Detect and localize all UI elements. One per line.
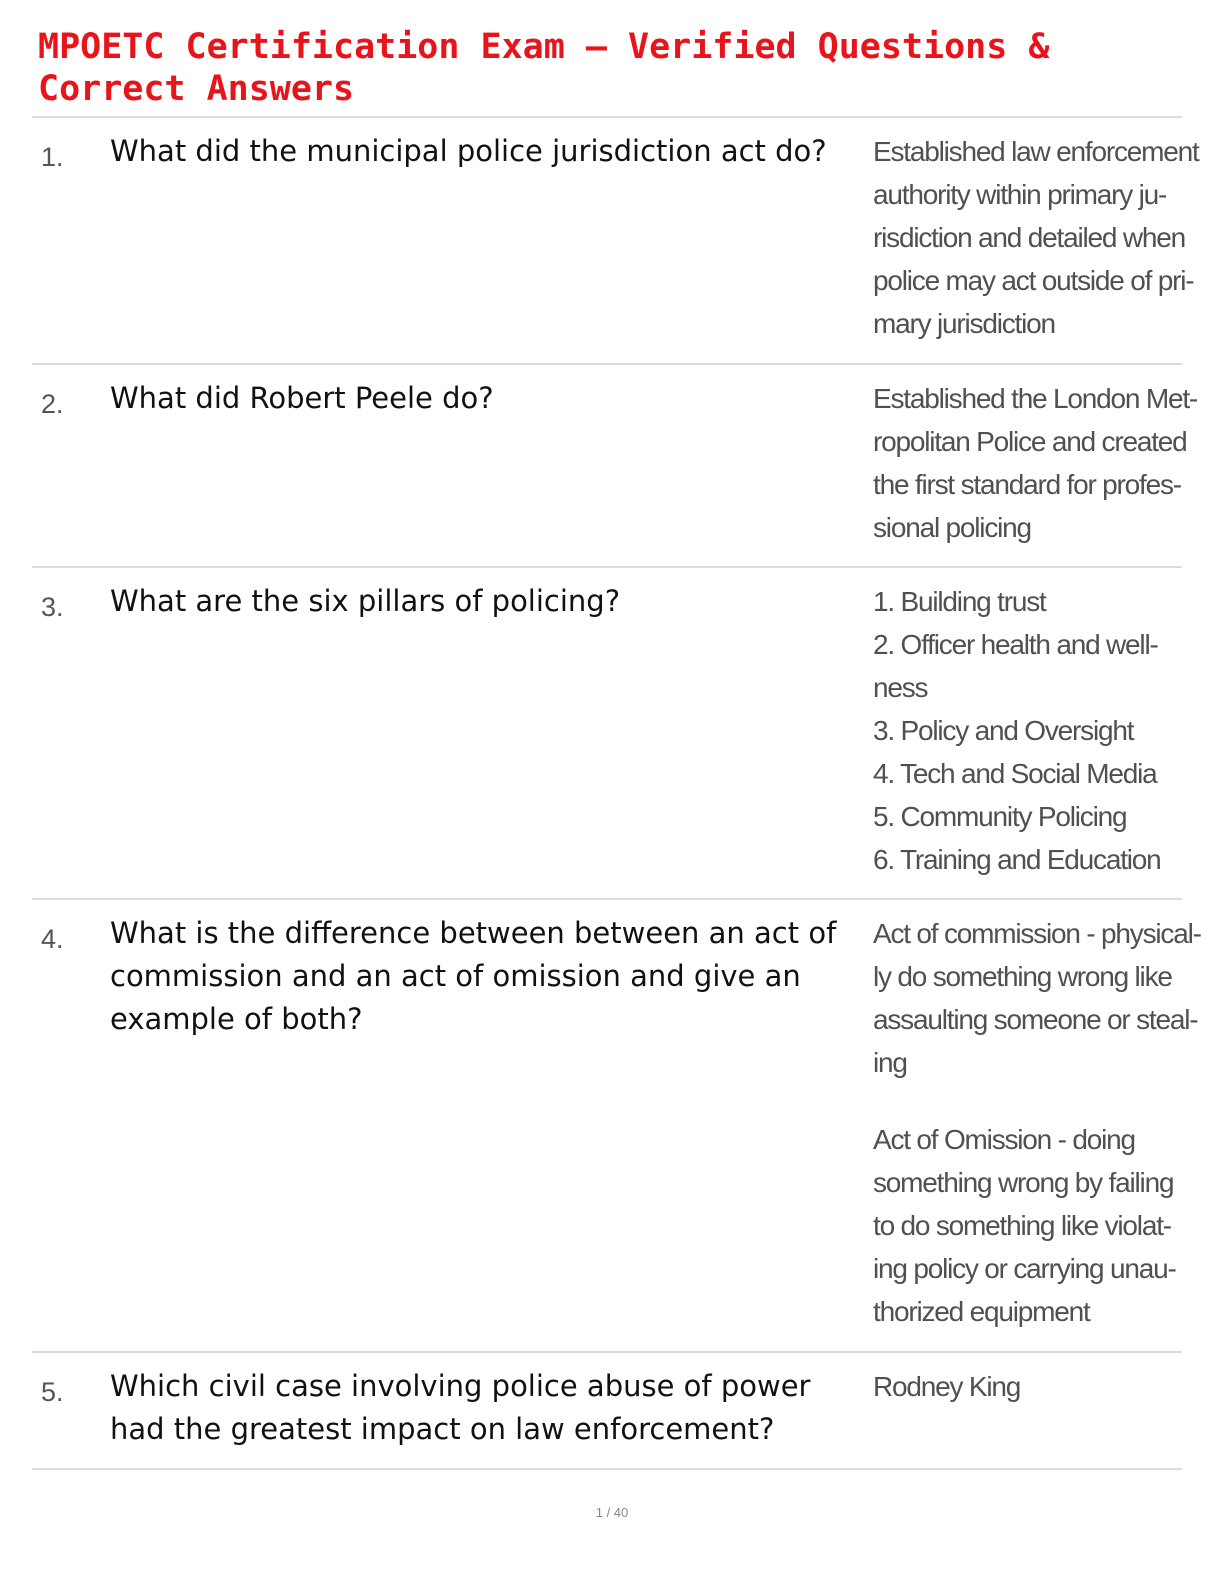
- item-number: 1.: [41, 142, 64, 172]
- answer-line: ness: [873, 672, 928, 703]
- question-text: What did Robert Peele do?: [110, 381, 494, 415]
- qa-row: [32, 1353, 1182, 1470]
- qa-row: [32, 900, 1201, 1353]
- question-text: What did the municipal police jurisdiction act do?: [110, 134, 827, 168]
- answer-line: 1. Building trust: [873, 586, 1046, 617]
- item-number: 3.: [41, 592, 64, 622]
- answer-line: assaulting someone or steal-: [873, 1004, 1198, 1035]
- item-number: 4.: [41, 924, 64, 954]
- answer-line: ropolitan Police and created: [873, 426, 1187, 457]
- answer-text: [873, 912, 1201, 1333]
- answer-line: Act of commission - physical-: [873, 918, 1201, 949]
- answer-line: 3. Policy and Oversight: [873, 715, 1134, 746]
- answer-text: [873, 580, 1173, 881]
- answer-text: [873, 377, 1198, 549]
- answer-text: [873, 1365, 1173, 1408]
- answer-line: mary jurisdiction: [873, 308, 1055, 339]
- answer-line: ing: [873, 1047, 907, 1078]
- answer-line: the first standard for profes-: [873, 469, 1181, 500]
- answer-line: 6. Training and Education: [873, 844, 1161, 875]
- answer-line: to do something like violat-: [873, 1210, 1171, 1241]
- qa-table: [32, 116, 1201, 1470]
- answer-line: sional policing: [873, 512, 1031, 543]
- qa-row: [32, 568, 1182, 900]
- answer-line: Act of Omission - doing: [873, 1124, 1135, 1155]
- answer-text: [873, 130, 1199, 345]
- answer-line: thorized equipment: [873, 1296, 1090, 1327]
- answer-line: ing policy or carrying unau-: [873, 1253, 1176, 1284]
- item-number: 2.: [41, 389, 64, 419]
- question-text: What are the six pillars of policing?: [110, 584, 621, 618]
- answer-line: Rodney King: [873, 1371, 1021, 1402]
- answer-line: authority within primary ju-: [873, 179, 1167, 210]
- answer-line: police may act outside of pri-: [873, 265, 1194, 296]
- answer-line: ly do something wrong like: [873, 961, 1172, 992]
- question-text: Which civil case involving police abuse of power had the greatest impact on law enforcement?: [110, 1369, 811, 1446]
- page-title: MPOETC Certification Exam – Verified Questions & Correct Answers: [38, 27, 1050, 109]
- answer-line: 2. Officer health and well-: [873, 629, 1158, 660]
- answer-line: Established law enforcement: [873, 136, 1199, 167]
- paragraph-gap: [873, 1084, 1173, 1118]
- answer-line: risdiction and detailed when: [873, 222, 1185, 253]
- answer-line: 5. Community Policing: [873, 801, 1127, 832]
- qa-row: [32, 365, 1198, 568]
- answer-line: 4. Tech and Social Media: [873, 758, 1157, 789]
- answer-line: something wrong by failing: [873, 1167, 1174, 1198]
- item-number: 5.: [41, 1377, 64, 1407]
- question-text: What is the difference between between an act of commission and an act of omission and give an example of both?: [110, 916, 837, 1036]
- qa-row: [32, 118, 1199, 365]
- answer-line: Established the London Met-: [873, 383, 1198, 414]
- page-number: 1 / 40: [595, 1505, 629, 1520]
